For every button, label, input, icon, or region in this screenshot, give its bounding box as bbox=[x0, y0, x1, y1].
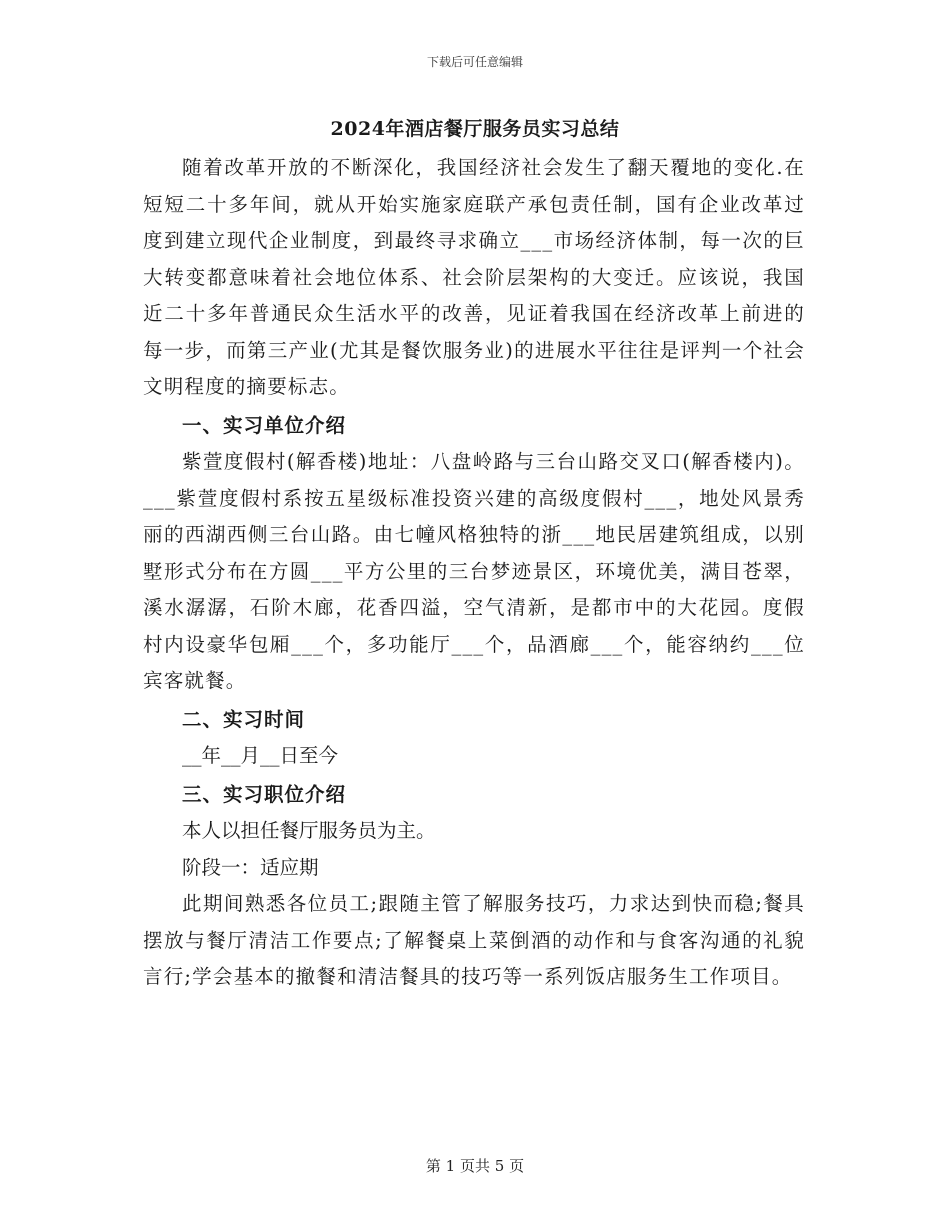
internship-time-paragraph: __年__月__日至今 bbox=[182, 744, 339, 767]
header-note: 下载后可任意编辑 bbox=[426, 55, 523, 69]
section-heading-position: 三、实习职位介绍 bbox=[182, 782, 347, 806]
position-paragraph: 本人以担任餐厅服务员为主。 bbox=[182, 819, 436, 842]
unit-intro-paragraph: 紫萱度假村(解香楼)地址：八盘岭路与三台山路交叉口(解香楼内)。___紫萱度假村系按五星级标准投资兴建的高级度假村___，地处风景秀丽的西湖西侧三台山路。由七幢风格独特的浙___地民居建筑组成，以别墅形式分布在方圆___平方公里的三台梦迹景区，环境优美，满目苍翠，溪水潺潺，石阶木廊，花香四溢，空气清新，是都市中的大花园。度假村内设豪华包厢___个，多功能厅___个，品酒廊___个，能容纳约___位宾客就餐。 bbox=[143, 450, 805, 692]
document-title: 2024年酒店餐厅服务员实习总结 bbox=[330, 118, 620, 140]
stage-one-paragraph: 阶段一：适应期 bbox=[182, 855, 319, 879]
section-heading-time: 二、实习时间 bbox=[182, 707, 306, 731]
document-body bbox=[143, 150, 805, 996]
stage-one-details-paragraph: 此期间熟悉各位员工;跟随主管了解服务技巧，力求达到快而稳;餐具摆放与餐厅清洁工作要点;了解餐桌上菜倒酒的动作和与食客沟通的礼貌言行;学会基本的撤餐和清洁餐具的技巧等一系列饭店服务生工作项目。 bbox=[143, 892, 805, 988]
section-heading-unit: 一、实习单位介绍 bbox=[182, 413, 347, 437]
intro-paragraph: 随着改革开放的不断深化，我国经济社会发生了翻天覆地的变化.在短短二十多年间，就从开始实施家庭联产承包责任制，国有企业改革过度到建立现代企业制度，到最终寻求确立___市场经济体制，每一次的巨大转变都意味着社会地位体系、社会阶层架构的大变迁。应该说，我国近二十多年普通民众生活水平的改善，见证着我国在经济改革上前进的每一步，而第三产业(尤其是餐饮服务业)的进展水平往往是评判一个社会文明程度的摘要标志。 bbox=[143, 156, 805, 398]
page-number: 第 1 页共 5 页 bbox=[425, 1157, 525, 1175]
